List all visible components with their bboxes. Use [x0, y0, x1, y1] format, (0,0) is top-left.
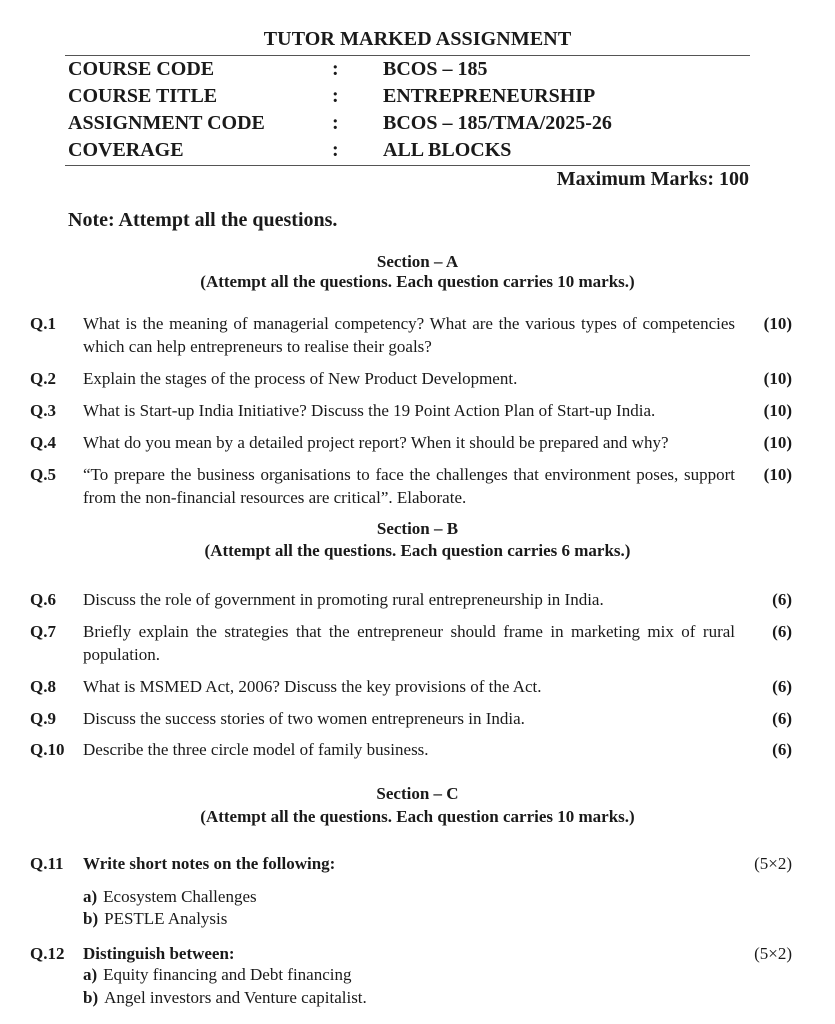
- section-c-instruction: (Attempt all the questions. Each question carries 10 marks.): [200, 807, 635, 826]
- question-marks: (10): [763, 401, 792, 420]
- question-text: Write short notes on the following:: [83, 854, 336, 873]
- question-marks: (6): [772, 677, 792, 696]
- question-number: Q.9: [30, 709, 56, 728]
- sub-question-label: a): [83, 887, 98, 906]
- meta-value: BCOS – 185/TMA/2025-26: [383, 112, 612, 134]
- sub-question-label: a): [83, 965, 98, 984]
- question-marks: (10): [763, 433, 792, 452]
- question-marks: (10): [763, 369, 792, 388]
- question-marks: (10): [763, 314, 792, 333]
- sub-question: [83, 886, 257, 908]
- header-bottom-rule: [65, 165, 750, 166]
- meta-separator: :: [332, 58, 339, 80]
- meta-key: COURSE CODE: [68, 58, 215, 80]
- question-number: Q.12: [30, 944, 65, 963]
- maximum-marks: Maximum Marks: 100: [556, 168, 749, 190]
- sub-question-text: PESTLE Analysis: [104, 909, 228, 928]
- question-marks: (6): [772, 590, 792, 609]
- meta-value: ALL BLOCKS: [383, 139, 512, 161]
- meta-key: COVERAGE: [68, 139, 184, 161]
- section-b-instruction: (Attempt all the questions. Each question carries 6 marks.): [204, 541, 631, 560]
- section-b-title: Section – B: [376, 519, 459, 538]
- meta-separator: :: [332, 139, 339, 161]
- meta-row-coverage: [68, 139, 748, 165]
- sub-question-text: Ecosystem Challenges: [103, 887, 257, 906]
- section-a-title: Section – A: [376, 252, 459, 271]
- question-marks: (10): [763, 465, 792, 484]
- note: Note: Attempt all the questions.: [68, 209, 338, 231]
- meta-value: BCOS – 185: [383, 58, 488, 80]
- question-number: Q.1: [30, 314, 56, 333]
- question-number: Q.6: [30, 590, 56, 609]
- meta-key: ASSIGNMENT CODE: [68, 112, 265, 134]
- question-number: Q.7: [30, 622, 56, 641]
- sub-question: [83, 908, 227, 930]
- question-text: Discuss the role of government in promoting rural entrepreneurship in India.: [83, 590, 604, 609]
- meta-value: ENTREPRENEURSHIP: [383, 85, 596, 107]
- header-top-rule: [65, 55, 750, 56]
- sub-question-text: Equity financing and Debt financing: [103, 965, 352, 984]
- question-text: Describe the three circle model of family business.: [83, 740, 429, 759]
- question-marks: (5×2): [754, 854, 792, 873]
- question-number: Q.3: [30, 401, 56, 420]
- question-text: What is the meaning of managerial competency? What are the various types of competencies which can help entrepreneurs to realise their goals?: [83, 314, 735, 356]
- question-number: Q.11: [30, 854, 64, 873]
- meta-row-course-code: [68, 58, 748, 84]
- question-text: Distinguish between:: [83, 944, 235, 963]
- question-marks: (6): [772, 622, 792, 641]
- section-a-instruction: (Attempt all the questions. Each question carries 10 marks.): [200, 272, 635, 291]
- question-text: Briefly explain the strategies that the entrepreneur should frame in marketing mix of rural population.: [83, 622, 735, 664]
- question-marks: (5×2): [754, 944, 792, 963]
- sub-question: [83, 987, 367, 1009]
- question-text: What do you mean by a detailed project report? When it should be prepared and why?: [83, 433, 669, 452]
- sub-question-label: b): [83, 988, 99, 1007]
- question-text: Explain the stages of the process of New Product Development.: [83, 369, 518, 388]
- sub-question-text: Angel investors and Venture capitalist.: [104, 988, 367, 1007]
- question-number: Q.4: [30, 433, 56, 452]
- question-number: Q.10: [30, 740, 65, 759]
- sub-question-label: b): [83, 909, 99, 928]
- meta-separator: :: [332, 112, 339, 134]
- document-title: TUTOR MARKED ASSIGNMENT: [263, 28, 572, 50]
- question-text: Discuss the success stories of two women entrepreneurs in India.: [83, 709, 525, 728]
- question-text: What is Start-up India Initiative? Discuss the 19 Point Action Plan of Start-up India.: [83, 401, 656, 420]
- sub-question: [83, 964, 352, 986]
- meta-key: COURSE TITLE: [68, 85, 218, 107]
- meta-row-assignment-code: [68, 112, 748, 138]
- question-marks: (6): [772, 740, 792, 759]
- question-text: “To prepare the business organisations to face the challenges that environment poses, support from the non-financial resources are critical”. Elaborate.: [83, 465, 735, 507]
- question-number: Q.8: [30, 677, 56, 696]
- question-text: What is MSMED Act, 2006? Discuss the key provisions of the Act.: [83, 677, 542, 696]
- section-c-title: Section – C: [376, 784, 459, 803]
- question-number: Q.2: [30, 369, 56, 388]
- question-marks: (6): [772, 709, 792, 728]
- meta-separator: :: [332, 85, 339, 107]
- question-number: Q.5: [30, 465, 56, 484]
- meta-row-course-title: [68, 85, 748, 111]
